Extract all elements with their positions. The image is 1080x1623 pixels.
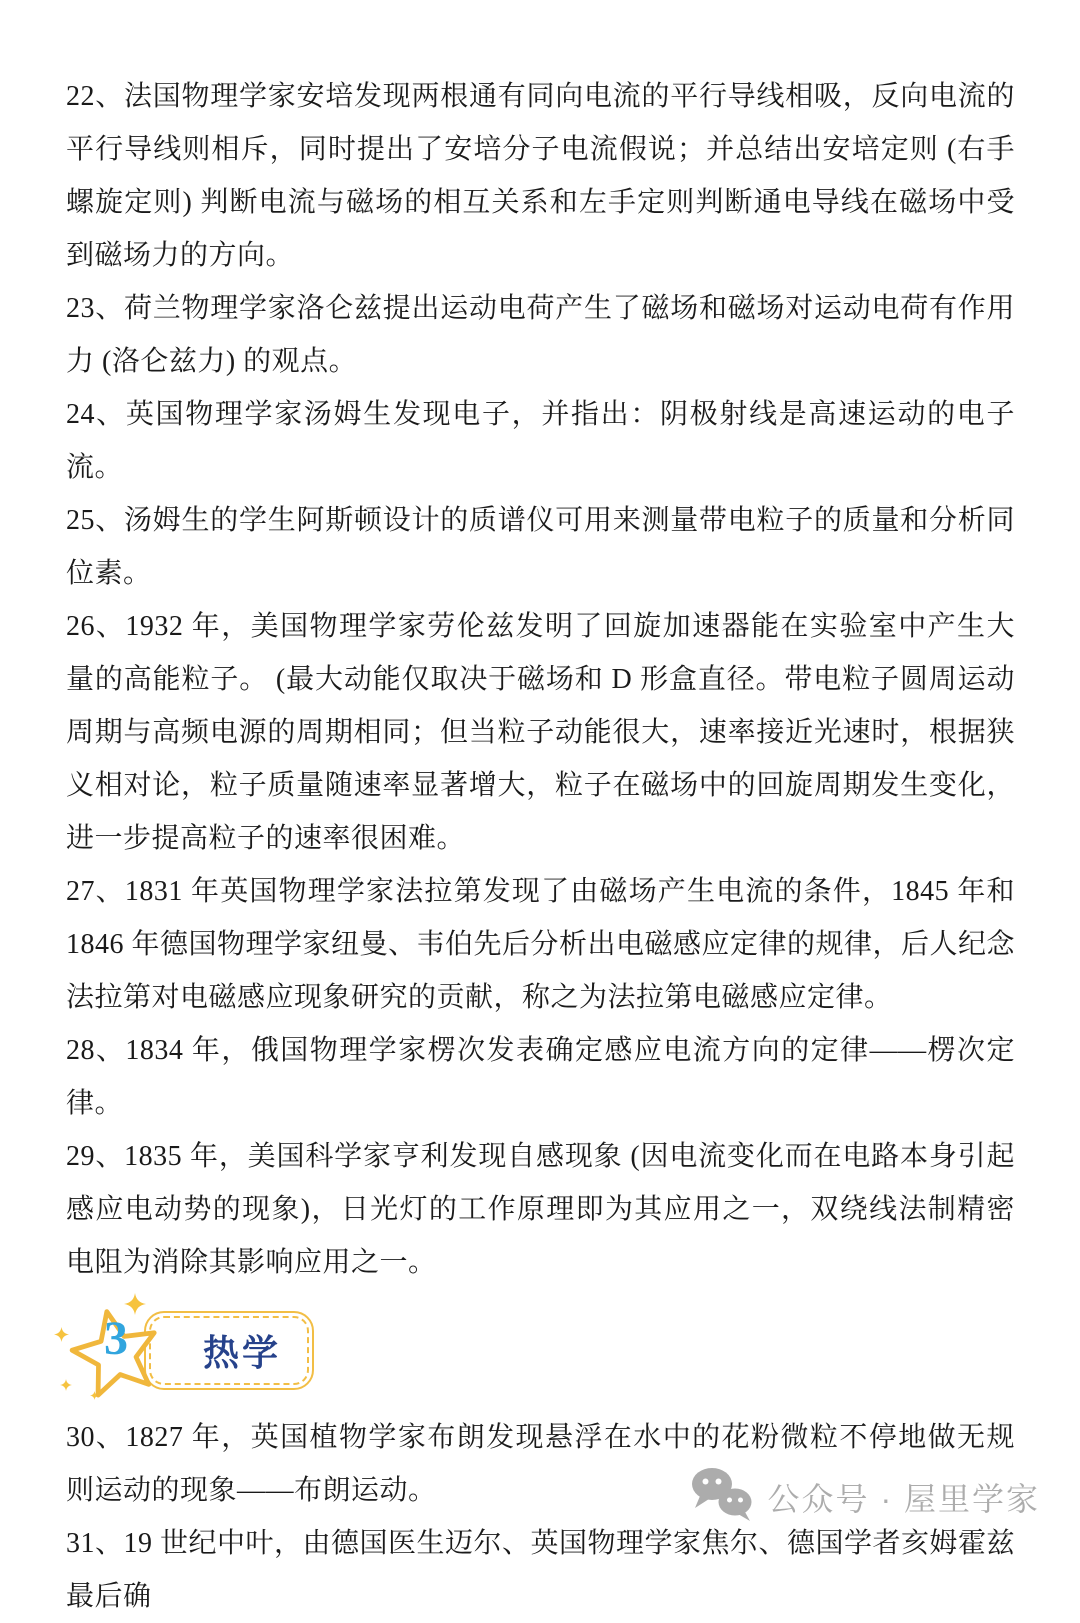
list-item-22: 22、法国物理学家安培发现两根通有同向电流的平行导线相吸，反向电流的平行导线则相斥，同时提出了安培分子电流假说；并总结出安培定则 (右手螺旋定则) 判断电流与磁场的相互关系和左手定则判断通电导线在磁场中受到磁场力的方向。	[66, 81, 1015, 271]
list-item-24: 24、英国物理学家汤姆生发现电子，并指出：阴极射线是高速运动的电子流。	[66, 399, 1015, 483]
section-badge-thermodynamics	[66, 1301, 1015, 1405]
section-badge-box	[144, 1311, 314, 1390]
section-number: 3	[104, 1312, 128, 1365]
list-item-31: 31、19 世纪中叶，由德国医生迈尔、英国物理学家焦尔、德国学者亥姆霍兹最后确	[66, 1528, 1016, 1612]
list-item-23: 23、荷兰物理学家洛仑兹提出运动电荷产生了磁场和磁场对运动电荷有作用力 (洛仑兹力) 的观点。	[66, 293, 1015, 377]
watermark	[690, 1466, 1040, 1527]
list-item-25: 25、汤姆生的学生阿斯顿设计的质谱仪可用来测量带电粒子的质量和分析同位素。	[66, 505, 1015, 589]
star-icon	[68, 1303, 164, 1399]
list-item-26: 26、1932 年，美国物理学家劳伦兹发明了回旋加速器能在实验室中产生大量的高能粒子。 (最大动能仅取决于磁场和 D 形盒直径。带电粒子圆周运动周期与高频电源的周期相同；但当粒子动能很大，速率接近光速时，根据狭义相对论，粒子质量随速率显著增大，粒子在磁场中的回旋周期发生变化，进一步提高粒子的速率很困难。	[66, 611, 1015, 854]
watermark-text: 公众号 · 屋里学家	[767, 1480, 1040, 1517]
document-content	[66, 70, 1015, 1623]
sparkle-icon	[54, 1327, 69, 1342]
section-badge-label: 热学	[203, 1332, 282, 1373]
wechat-icon	[690, 1466, 754, 1527]
list-item-28: 28、1834 年，俄国物理学家楞次发表确定感应电流方向的定律——楞次定律。	[66, 1035, 1015, 1119]
list-item-29: 29、1835 年，美国科学家亨利发现自感现象 (因电流变化而在电路本身引起感应电动势的现象)，日光灯的工作原理即为其应用之一，双绕线法制精密电阻为消除其影响应用之一。	[66, 1141, 1015, 1278]
list-item-27: 27、1831 年英国物理学家法拉第发现了由磁场产生电流的条件，1845 年和 1846 年德国物理学家纽曼、韦伯先后分析出电磁感应定律的规律，后人纪念法拉第对电磁感应现象研究的贡献，称之为法拉第电磁感应定律。	[66, 876, 1016, 1013]
list-item-30: 30、1827 年，英国植物学家布朗发现悬浮在水中的花粉微粒不停地做无规则运动的现象——布朗运动。	[66, 1422, 1015, 1506]
